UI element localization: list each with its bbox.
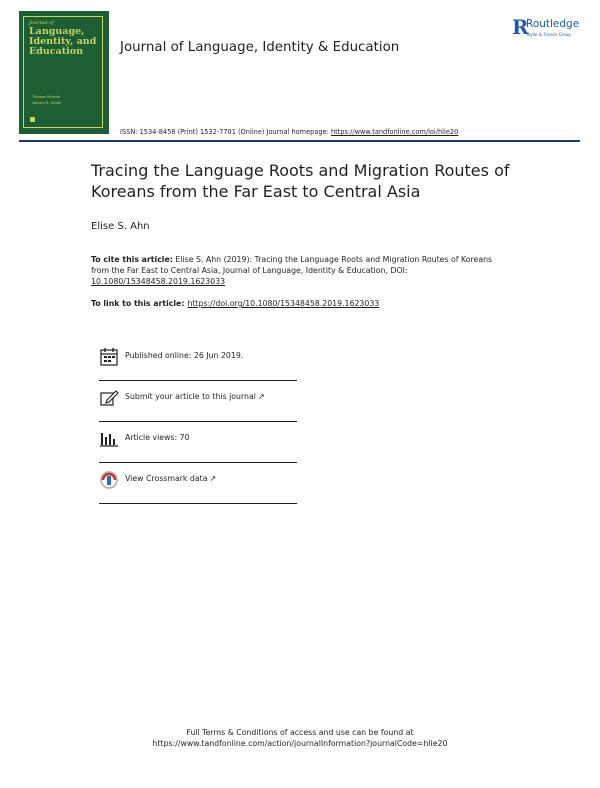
cover-title: Language, Identity, and Education bbox=[29, 26, 97, 57]
submit-row[interactable] bbox=[99, 388, 297, 416]
calendar-icon bbox=[99, 347, 119, 367]
cover-logo bbox=[30, 117, 35, 122]
article-link-label: To link to this article: bbox=[91, 299, 185, 308]
citation-text: Elise S. Ahn (2019): Tracing the Language Roots and Migration Routes of Koreans from the Far East to Central Asia, Journal of Language, Identity & Education, DOI: bbox=[91, 255, 493, 275]
external-link-icon: ↗ bbox=[209, 474, 217, 483]
cover-name: Thomas Ricento bbox=[32, 95, 61, 99]
crossmark-icon bbox=[99, 470, 119, 490]
crossmark-link[interactable] bbox=[125, 474, 216, 483]
publisher-sub: Taylor & Francis Group bbox=[526, 32, 571, 37]
submit-article-label: Submit your article to this journal bbox=[125, 392, 256, 401]
article-author: Elise S. Ahn bbox=[91, 221, 150, 232]
external-link-icon: ↗ bbox=[257, 392, 265, 401]
cover-name: Vaidehi R. Shiller bbox=[32, 101, 62, 105]
terms-text: Full Terms & Conditions of access and use can be found at bbox=[186, 728, 414, 737]
crossmark-row[interactable] bbox=[99, 470, 297, 498]
cover-frame bbox=[23, 16, 103, 128]
journal-homepage-link[interactable]: https://www.tandfonline.com/loi/hlie20 bbox=[330, 128, 459, 136]
divider bbox=[99, 503, 297, 504]
journal-information-link[interactable]: https://www.tandfonline.com/action/journalInformation?journalCode=hlie20 bbox=[152, 739, 448, 748]
cover-names bbox=[32, 94, 61, 106]
article-link bbox=[91, 299, 379, 308]
divider bbox=[99, 380, 297, 381]
citation-doi-link[interactable]: 10.1080/15348458.2019.1623033 bbox=[91, 277, 226, 286]
routledge-r-icon: R bbox=[512, 15, 529, 39]
divider bbox=[99, 421, 297, 422]
published-row bbox=[99, 347, 297, 375]
publisher-name: Routledge bbox=[526, 18, 580, 30]
journal-cover bbox=[19, 11, 109, 134]
article-doi-url[interactable]: https://doi.org/10.1080/15348458.2019.1623033 bbox=[187, 299, 380, 308]
article-views: Article views: 70 bbox=[125, 433, 190, 442]
footer bbox=[0, 727, 600, 749]
views-row bbox=[99, 429, 297, 457]
issn-text: ISSN: 1534-8458 (Print) 1532-7701 (Online) Journal homepage: bbox=[120, 128, 331, 136]
journal-name: Journal of Language, Identity & Education bbox=[120, 40, 400, 55]
published-date: Published online: 26 Jun 2019. bbox=[125, 351, 244, 360]
divider bbox=[99, 462, 297, 463]
citation-label: To cite this article: bbox=[91, 255, 173, 264]
article-title: Tracing the Language Roots and Migration Routes of Koreans from the Far East to Central Asia bbox=[91, 161, 510, 201]
bar-chart-icon bbox=[99, 429, 119, 449]
publisher-logo bbox=[512, 17, 596, 41]
crossmark-label: View Crossmark data bbox=[125, 474, 208, 483]
header-rule bbox=[19, 140, 580, 142]
cover-journal-of: Journal of bbox=[29, 20, 54, 26]
edit-icon bbox=[99, 388, 119, 408]
citation bbox=[91, 254, 511, 287]
issn-line bbox=[120, 128, 458, 136]
submit-article-link[interactable] bbox=[125, 392, 265, 401]
